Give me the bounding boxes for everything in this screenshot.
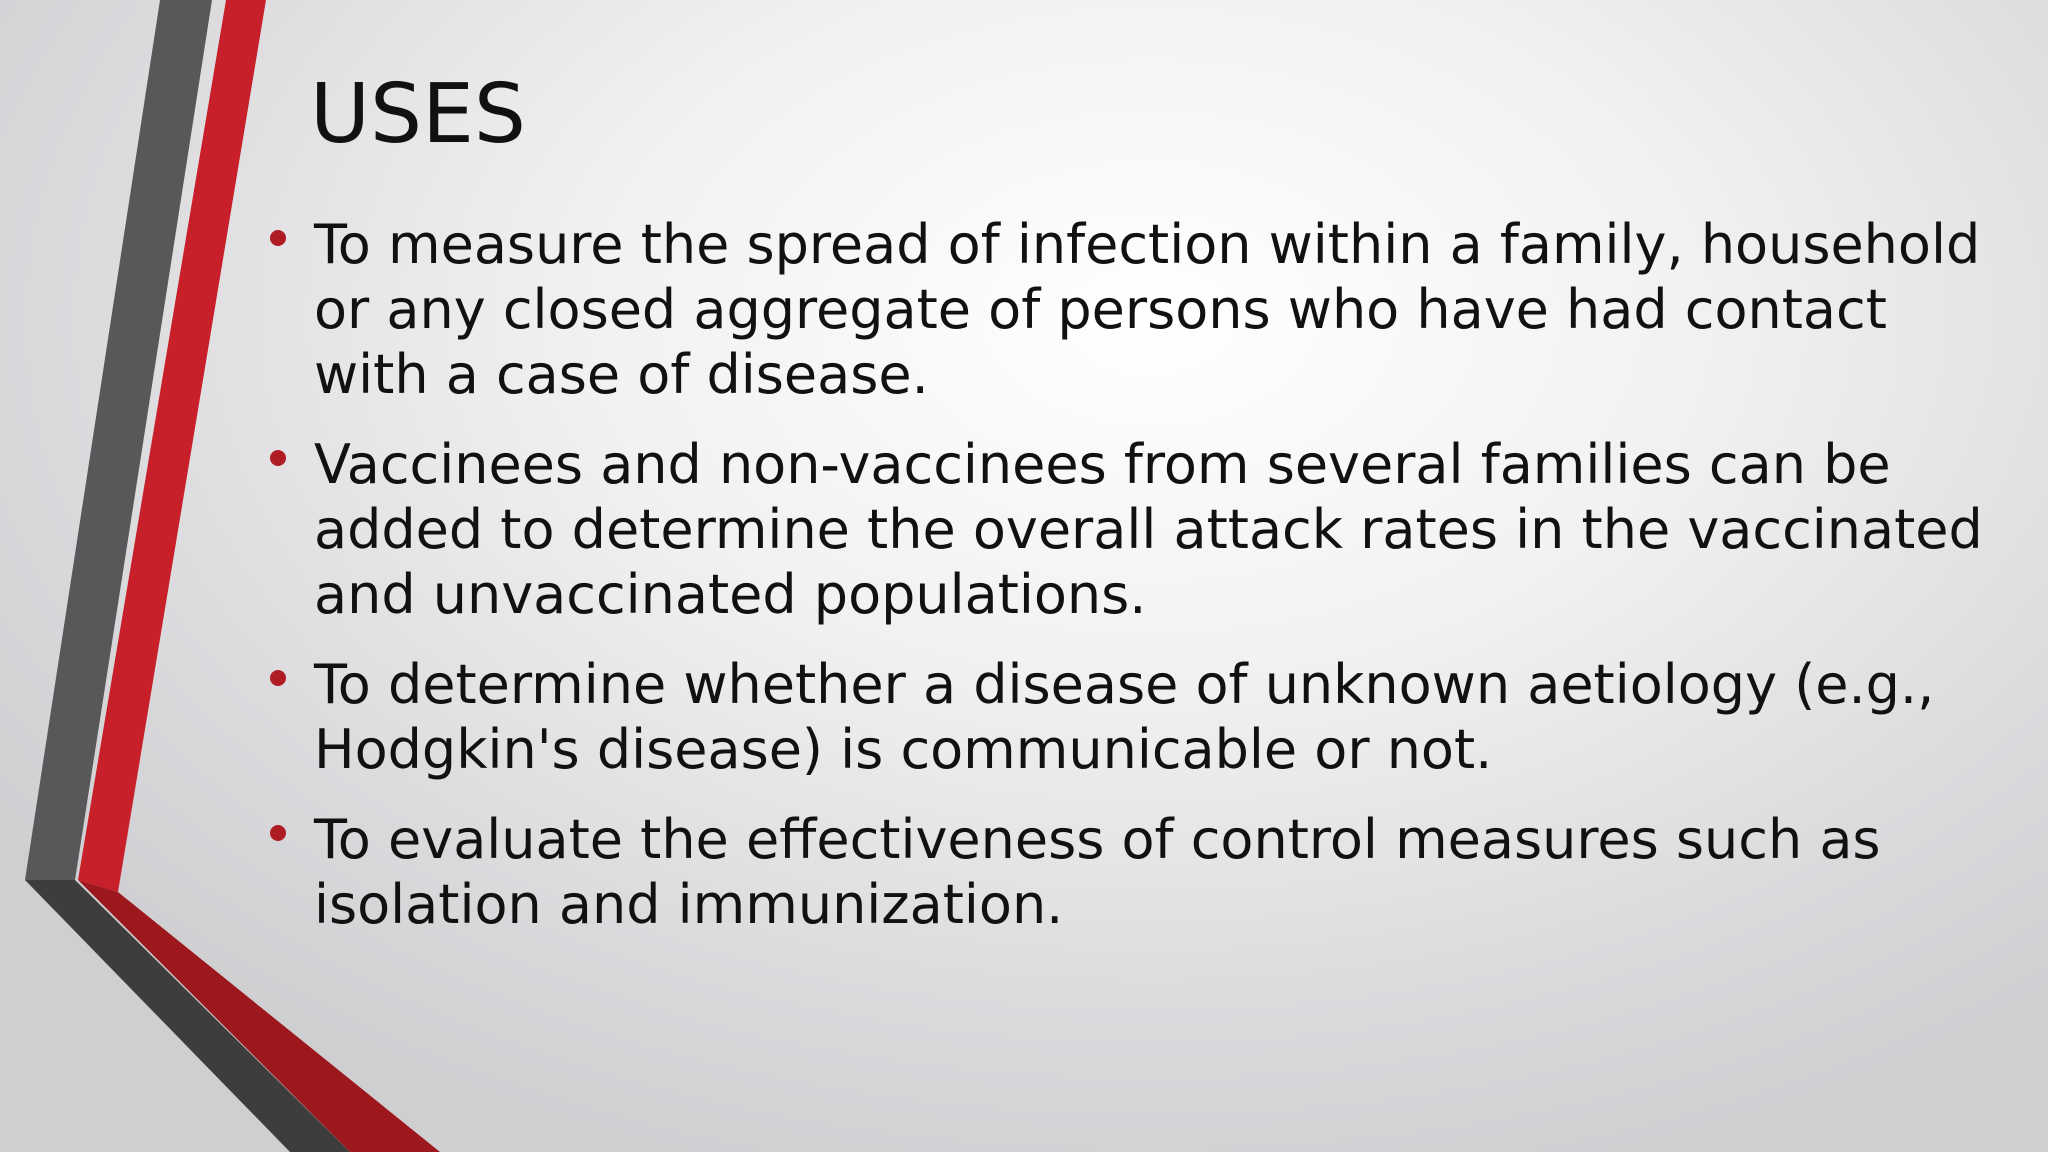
bullet-dot-icon	[270, 670, 286, 686]
bullet-text: To measure the spread of infection within a family, household or any closed aggregate of persons who have had contact with a case of disease.	[314, 213, 1981, 406]
bullet-item	[314, 807, 2014, 937]
decor-gray-stripe-lower	[25, 880, 350, 1152]
bullet-text: To determine whether a disease of unknown aetiology (e.g., Hodgkin's disease) is communicable or not.	[314, 653, 1935, 781]
bullet-text: To evaluate the effectiveness of control measures such as isolation and immunization.	[314, 808, 1881, 936]
bullet-item	[314, 432, 2014, 627]
bullet-item	[314, 652, 2014, 782]
bullet-dot-icon	[270, 450, 286, 466]
bullet-list	[314, 212, 2014, 962]
bullet-item	[314, 212, 2014, 407]
bullet-text: Vaccinees and non-vaccinees from several families can be added to determine the overall attack rates in the vaccinated and unvaccinated populations.	[314, 433, 1983, 626]
bullet-dot-icon	[270, 230, 286, 246]
bullet-dot-icon	[270, 825, 286, 841]
slide-title: USES	[310, 67, 526, 162]
